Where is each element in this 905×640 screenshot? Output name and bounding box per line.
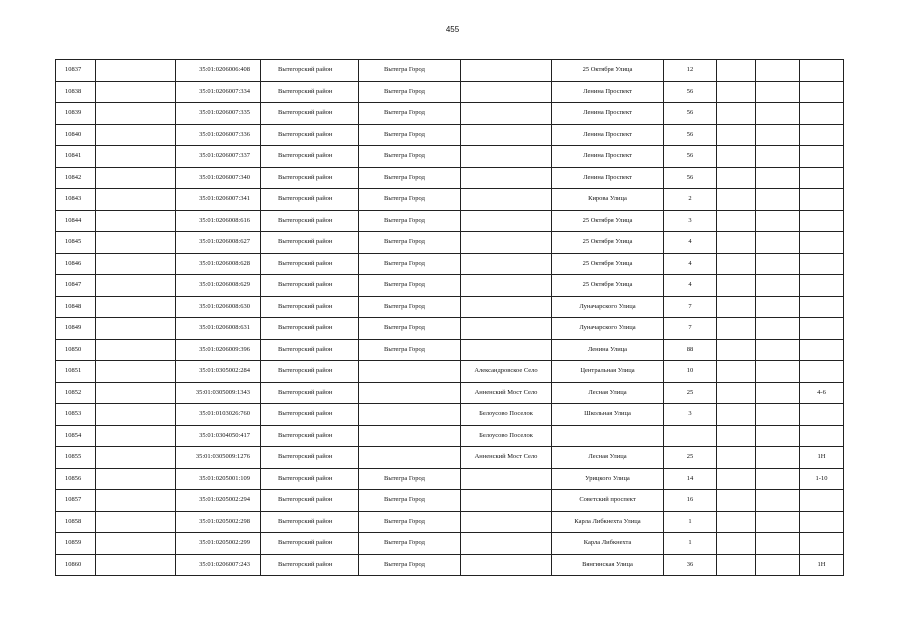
district-cell: Вытегорский район [261, 146, 359, 168]
street-cell: Ленина Улица [552, 339, 664, 361]
street-cell: Урицкого Улица [552, 468, 664, 490]
row-number-cell: 10854 [56, 425, 96, 447]
structure-cell [756, 124, 800, 146]
apartment-cell [800, 425, 844, 447]
city-cell: Вытегра Город [359, 533, 461, 555]
district-cell: Вытегорский район [261, 81, 359, 103]
house-number-cell: 10 [664, 361, 717, 383]
settlement-cell [461, 189, 552, 211]
empty-cell [96, 124, 176, 146]
street-cell: 25 Октября Улица [552, 275, 664, 297]
structure-cell [756, 103, 800, 125]
street-cell: Кирова Улица [552, 189, 664, 211]
cadastral-number-cell: 35:01:0206008:629 [176, 275, 261, 297]
settlement-cell [461, 124, 552, 146]
building-cell [717, 232, 756, 254]
building-cell [717, 253, 756, 275]
house-number-cell: 2 [664, 189, 717, 211]
building-cell [717, 382, 756, 404]
house-number-cell: 56 [664, 124, 717, 146]
apartment-cell: 1Н [800, 554, 844, 576]
row-number-cell: 10838 [56, 81, 96, 103]
apartment-cell [800, 167, 844, 189]
row-number-cell: 10856 [56, 468, 96, 490]
settlement-cell [461, 210, 552, 232]
row-number-cell: 10837 [56, 60, 96, 82]
cadastral-number-cell: 35:01:0206006:408 [176, 60, 261, 82]
cadastral-number-cell: 35:01:0206008:631 [176, 318, 261, 340]
district-cell: Вытегорский район [261, 103, 359, 125]
empty-cell [96, 232, 176, 254]
house-number-cell: 12 [664, 60, 717, 82]
table-row [56, 103, 844, 125]
city-cell: Вытегра Город [359, 468, 461, 490]
row-number-cell: 10853 [56, 404, 96, 426]
table-row [56, 361, 844, 383]
street-cell: Центральная Улица [552, 361, 664, 383]
empty-cell [96, 103, 176, 125]
structure-cell [756, 253, 800, 275]
building-cell [717, 167, 756, 189]
apartment-cell [800, 275, 844, 297]
structure-cell [756, 511, 800, 533]
city-cell [359, 404, 461, 426]
empty-cell [96, 511, 176, 533]
table-row [56, 490, 844, 512]
settlement-cell: Анненский Мост Село [461, 447, 552, 469]
city-cell: Вытегра Город [359, 232, 461, 254]
cadastral-number-cell: 35:01:0206008:616 [176, 210, 261, 232]
house-number-cell: 4 [664, 232, 717, 254]
street-cell: Вянгинская Улица [552, 554, 664, 576]
settlement-cell [461, 339, 552, 361]
cadastral-number-cell: 35:01:0206007:336 [176, 124, 261, 146]
building-cell [717, 533, 756, 555]
empty-cell [96, 490, 176, 512]
city-cell: Вытегра Город [359, 124, 461, 146]
building-cell [717, 124, 756, 146]
cadastral-number-cell: 35:01:0206007:243 [176, 554, 261, 576]
city-cell [359, 382, 461, 404]
structure-cell [756, 146, 800, 168]
city-cell: Вытегра Город [359, 146, 461, 168]
district-cell: Вытегорский район [261, 210, 359, 232]
settlement-cell [461, 490, 552, 512]
city-cell: Вытегра Город [359, 554, 461, 576]
structure-cell [756, 404, 800, 426]
district-cell: Вытегорский район [261, 296, 359, 318]
cadastral-number-cell: 35:01:0205001:109 [176, 468, 261, 490]
apartment-cell: 1Н [800, 447, 844, 469]
table-row [56, 210, 844, 232]
cadastral-number-cell: 35:01:0205002:298 [176, 511, 261, 533]
house-number-cell: 16 [664, 490, 717, 512]
building-cell [717, 404, 756, 426]
apartment-cell [800, 511, 844, 533]
empty-cell [96, 210, 176, 232]
apartment-cell [800, 296, 844, 318]
structure-cell [756, 554, 800, 576]
row-number-cell: 10857 [56, 490, 96, 512]
table-row [56, 339, 844, 361]
table-row [56, 253, 844, 275]
settlement-cell [461, 511, 552, 533]
district-cell: Вытегорский район [261, 533, 359, 555]
settlement-cell [461, 81, 552, 103]
cadastral-number-cell: 35:01:0305009:1276 [176, 447, 261, 469]
city-cell: Вытегра Город [359, 511, 461, 533]
row-number-cell: 10859 [56, 533, 96, 555]
house-number-cell: 7 [664, 318, 717, 340]
house-number-cell: 56 [664, 81, 717, 103]
street-cell: Луначарского Улица [552, 296, 664, 318]
structure-cell [756, 189, 800, 211]
empty-cell [96, 253, 176, 275]
apartment-cell [800, 124, 844, 146]
apartment-cell [800, 210, 844, 232]
district-cell: Вытегорский район [261, 318, 359, 340]
settlement-cell [461, 253, 552, 275]
table-row [56, 318, 844, 340]
building-cell [717, 447, 756, 469]
table-row [56, 554, 844, 576]
district-cell: Вытегорский район [261, 361, 359, 383]
row-number-cell: 10842 [56, 167, 96, 189]
settlement-cell [461, 103, 552, 125]
apartment-cell [800, 361, 844, 383]
house-number-cell: 4 [664, 253, 717, 275]
building-cell [717, 275, 756, 297]
row-number-cell: 10845 [56, 232, 96, 254]
table-row [56, 275, 844, 297]
street-cell: Ленина Проспект [552, 167, 664, 189]
city-cell: Вытегра Город [359, 318, 461, 340]
house-number-cell: 56 [664, 146, 717, 168]
street-cell: 25 Октября Улица [552, 60, 664, 82]
settlement-cell: Анненский Мост Село [461, 382, 552, 404]
building-cell [717, 146, 756, 168]
cadastral-number-cell: 35:01:0305009:1343 [176, 382, 261, 404]
cadastral-number-cell: 35:01:0206007:335 [176, 103, 261, 125]
house-number-cell: 14 [664, 468, 717, 490]
structure-cell [756, 275, 800, 297]
city-cell: Вытегра Город [359, 60, 461, 82]
structure-cell [756, 318, 800, 340]
city-cell [359, 425, 461, 447]
empty-cell [96, 167, 176, 189]
empty-cell [96, 275, 176, 297]
street-cell [552, 425, 664, 447]
cadastral-number-cell: 35:01:0205002:299 [176, 533, 261, 555]
table-row [56, 511, 844, 533]
house-number-cell: 88 [664, 339, 717, 361]
structure-cell [756, 382, 800, 404]
district-cell: Вытегорский район [261, 490, 359, 512]
apartment-cell [800, 60, 844, 82]
cadastral-number-cell: 35:01:0206007:341 [176, 189, 261, 211]
district-cell: Вытегорский район [261, 404, 359, 426]
row-number-cell: 10840 [56, 124, 96, 146]
row-number-cell: 10849 [56, 318, 96, 340]
table-row [56, 124, 844, 146]
table-row [56, 425, 844, 447]
apartment-cell: 4-6 [800, 382, 844, 404]
row-number-cell: 10847 [56, 275, 96, 297]
structure-cell [756, 210, 800, 232]
cadastral-number-cell: 35:01:0205002:294 [176, 490, 261, 512]
empty-cell [96, 339, 176, 361]
row-number-cell: 10852 [56, 382, 96, 404]
settlement-cell: Александровское Село [461, 361, 552, 383]
cadastral-number-cell: 35:01:0304050:417 [176, 425, 261, 447]
district-cell: Вытегорский район [261, 124, 359, 146]
building-cell [717, 103, 756, 125]
building-cell [717, 189, 756, 211]
apartment-cell [800, 339, 844, 361]
row-number-cell: 10860 [56, 554, 96, 576]
cadastral-number-cell: 35:01:0206008:630 [176, 296, 261, 318]
district-cell: Вытегорский район [261, 382, 359, 404]
structure-cell [756, 490, 800, 512]
house-number-cell: 56 [664, 103, 717, 125]
structure-cell [756, 447, 800, 469]
city-cell: Вытегра Город [359, 275, 461, 297]
registry-table [55, 59, 844, 576]
house-number-cell: 4 [664, 275, 717, 297]
page-number: 455 [445, 25, 460, 34]
row-number-cell: 10858 [56, 511, 96, 533]
building-cell [717, 361, 756, 383]
building-cell [717, 490, 756, 512]
building-cell [717, 318, 756, 340]
district-cell: Вытегорский район [261, 167, 359, 189]
district-cell: Вытегорский район [261, 425, 359, 447]
street-cell: Лесная Улица [552, 447, 664, 469]
settlement-cell [461, 296, 552, 318]
structure-cell [756, 468, 800, 490]
street-cell: Советский проспект [552, 490, 664, 512]
row-number-cell: 10843 [56, 189, 96, 211]
apartment-cell [800, 232, 844, 254]
building-cell [717, 210, 756, 232]
settlement-cell [461, 167, 552, 189]
empty-cell [96, 425, 176, 447]
street-cell: Карла Либкнехта Улица [552, 511, 664, 533]
table-row [56, 404, 844, 426]
building-cell [717, 554, 756, 576]
district-cell: Вытегорский район [261, 468, 359, 490]
cadastral-number-cell: 35:01:0305002:284 [176, 361, 261, 383]
cadastral-number-cell: 35:01:0206009:396 [176, 339, 261, 361]
empty-cell [96, 60, 176, 82]
empty-cell [96, 404, 176, 426]
street-cell: Школьная Улица [552, 404, 664, 426]
district-cell: Вытегорский район [261, 275, 359, 297]
apartment-cell [800, 81, 844, 103]
house-number-cell: 3 [664, 404, 717, 426]
apartment-cell [800, 253, 844, 275]
city-cell: Вытегра Город [359, 103, 461, 125]
city-cell: Вытегра Город [359, 339, 461, 361]
city-cell: Вытегра Город [359, 167, 461, 189]
structure-cell [756, 81, 800, 103]
empty-cell [96, 382, 176, 404]
apartment-cell [800, 490, 844, 512]
apartment-cell: 1-10 [800, 468, 844, 490]
table-row [56, 167, 844, 189]
structure-cell [756, 60, 800, 82]
cadastral-number-cell: 35:01:0206008:627 [176, 232, 261, 254]
district-cell: Вытегорский район [261, 232, 359, 254]
street-cell: 25 Октября Улица [552, 232, 664, 254]
district-cell: Вытегорский район [261, 511, 359, 533]
structure-cell [756, 425, 800, 447]
empty-cell [96, 146, 176, 168]
house-number-cell [664, 425, 717, 447]
settlement-cell [461, 554, 552, 576]
table-row [56, 382, 844, 404]
building-cell [717, 511, 756, 533]
apartment-cell [800, 533, 844, 555]
settlement-cell [461, 533, 552, 555]
city-cell: Вытегра Город [359, 210, 461, 232]
empty-cell [96, 533, 176, 555]
street-cell: Ленина Проспект [552, 124, 664, 146]
table-row [56, 533, 844, 555]
building-cell [717, 296, 756, 318]
street-cell: Ленина Проспект [552, 103, 664, 125]
apartment-cell [800, 146, 844, 168]
street-cell: Лесная Улица [552, 382, 664, 404]
empty-cell [96, 361, 176, 383]
row-number-cell: 10848 [56, 296, 96, 318]
apartment-cell [800, 103, 844, 125]
city-cell: Вытегра Город [359, 296, 461, 318]
row-number-cell: 10851 [56, 361, 96, 383]
house-number-cell: 25 [664, 447, 717, 469]
empty-cell [96, 81, 176, 103]
table-row [56, 468, 844, 490]
settlement-cell [461, 318, 552, 340]
table-row [56, 146, 844, 168]
apartment-cell [800, 404, 844, 426]
cadastral-number-cell: 35:01:0206007:340 [176, 167, 261, 189]
building-cell [717, 60, 756, 82]
row-number-cell: 10839 [56, 103, 96, 125]
apartment-cell [800, 318, 844, 340]
table-row [56, 232, 844, 254]
house-number-cell: 3 [664, 210, 717, 232]
district-cell: Вытегорский район [261, 554, 359, 576]
district-cell: Вытегорский район [261, 253, 359, 275]
street-cell: Карла Либкнехта [552, 533, 664, 555]
district-cell: Вытегорский район [261, 189, 359, 211]
settlement-cell: Белоусово Поселок [461, 425, 552, 447]
city-cell: Вытегра Город [359, 490, 461, 512]
row-number-cell: 10850 [56, 339, 96, 361]
city-cell [359, 361, 461, 383]
apartment-cell [800, 189, 844, 211]
table-row [56, 81, 844, 103]
settlement-cell: Белоусово Поселок [461, 404, 552, 426]
settlement-cell [461, 146, 552, 168]
house-number-cell: 56 [664, 167, 717, 189]
table-row [56, 189, 844, 211]
row-number-cell: 10841 [56, 146, 96, 168]
settlement-cell [461, 275, 552, 297]
empty-cell [96, 318, 176, 340]
cadastral-number-cell: 35:01:0206008:628 [176, 253, 261, 275]
street-cell: Ленина Проспект [552, 81, 664, 103]
table-row [56, 447, 844, 469]
building-cell [717, 425, 756, 447]
row-number-cell: 10846 [56, 253, 96, 275]
settlement-cell [461, 232, 552, 254]
street-cell: 25 Октября Улица [552, 253, 664, 275]
structure-cell [756, 232, 800, 254]
city-cell [359, 447, 461, 469]
table-row [56, 296, 844, 318]
city-cell: Вытегра Город [359, 189, 461, 211]
house-number-cell: 1 [664, 511, 717, 533]
structure-cell [756, 296, 800, 318]
row-number-cell: 10844 [56, 210, 96, 232]
district-cell: Вытегорский район [261, 447, 359, 469]
building-cell [717, 339, 756, 361]
structure-cell [756, 533, 800, 555]
building-cell [717, 468, 756, 490]
city-cell: Вытегра Город [359, 81, 461, 103]
empty-cell [96, 296, 176, 318]
house-number-cell: 1 [664, 533, 717, 555]
empty-cell [96, 468, 176, 490]
cadastral-number-cell: 35:01:0206007:334 [176, 81, 261, 103]
settlement-cell [461, 468, 552, 490]
settlement-cell [461, 60, 552, 82]
street-cell: 25 Октября Улица [552, 210, 664, 232]
district-cell: Вытегорский район [261, 339, 359, 361]
structure-cell [756, 339, 800, 361]
house-number-cell: 36 [664, 554, 717, 576]
district-cell: Вытегорский район [261, 60, 359, 82]
street-cell: Ленина Проспект [552, 146, 664, 168]
empty-cell [96, 554, 176, 576]
city-cell: Вытегра Город [359, 253, 461, 275]
empty-cell [96, 189, 176, 211]
structure-cell [756, 361, 800, 383]
structure-cell [756, 167, 800, 189]
row-number-cell: 10855 [56, 447, 96, 469]
building-cell [717, 81, 756, 103]
house-number-cell: 7 [664, 296, 717, 318]
cadastral-number-cell: 35:01:0103026:760 [176, 404, 261, 426]
house-number-cell: 25 [664, 382, 717, 404]
street-cell: Луначарского Улица [552, 318, 664, 340]
cadastral-number-cell: 35:01:0206007:337 [176, 146, 261, 168]
empty-cell [96, 447, 176, 469]
table-row [56, 60, 844, 82]
